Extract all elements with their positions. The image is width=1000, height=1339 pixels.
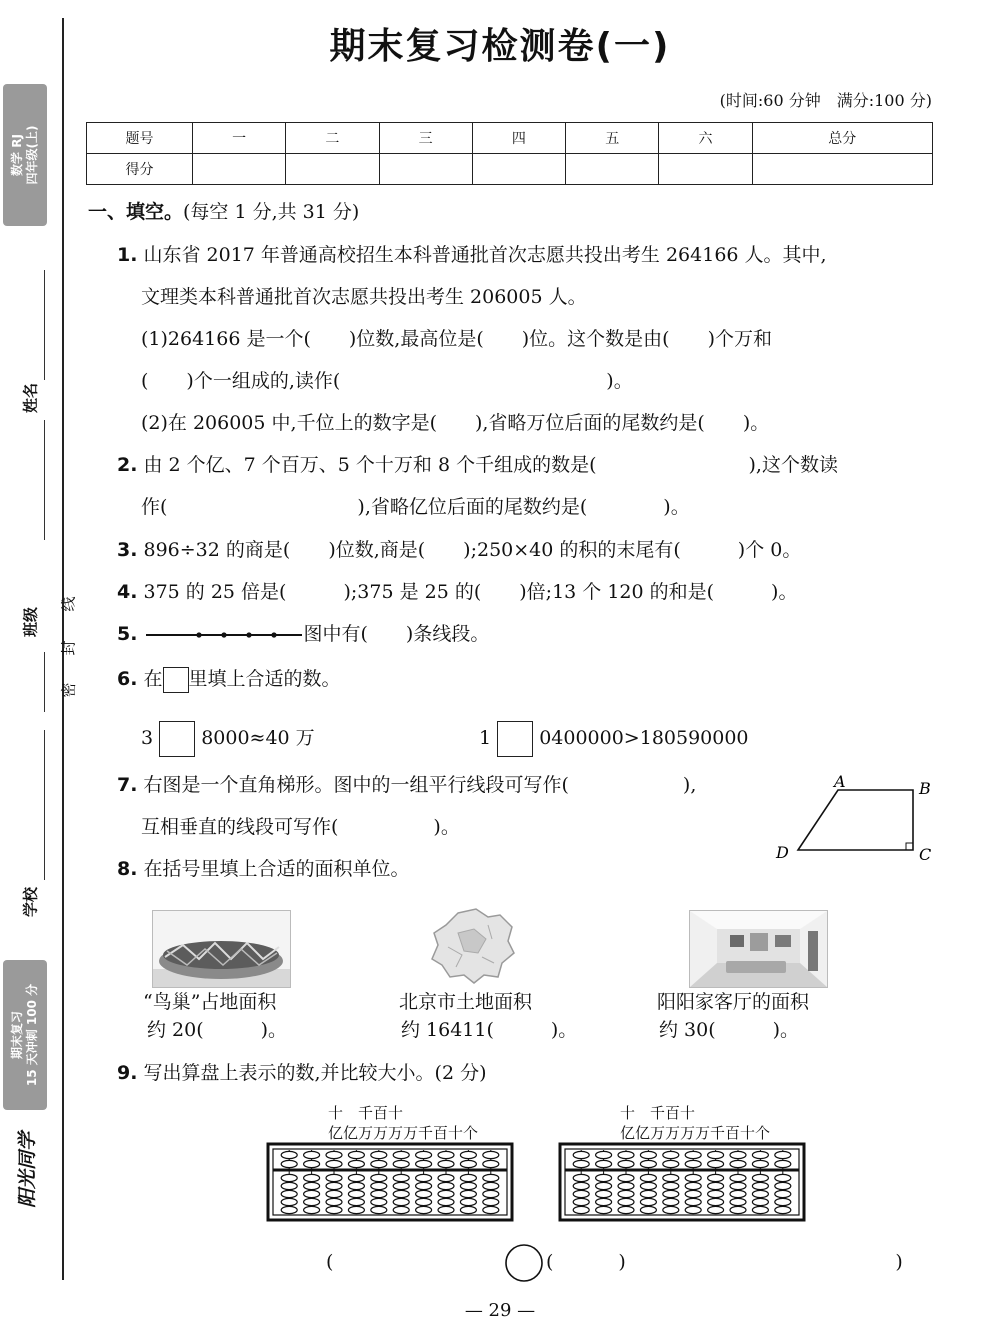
abacus-bead bbox=[483, 1151, 499, 1158]
class-write-line bbox=[44, 652, 45, 712]
abacus-bead bbox=[685, 1182, 701, 1189]
abacus-bead bbox=[752, 1182, 768, 1189]
digit-text: 3 bbox=[141, 727, 154, 749]
question-number: 7. bbox=[117, 774, 138, 796]
abacus-bead bbox=[326, 1190, 342, 1197]
name-write-line bbox=[44, 270, 45, 380]
abacus-bead bbox=[281, 1190, 297, 1197]
abacus-bead bbox=[775, 1190, 791, 1197]
question-6 bbox=[117, 667, 341, 693]
question-7-line2: 互相垂直的线段可写作( )。 bbox=[141, 816, 460, 838]
abacus-bead bbox=[775, 1182, 791, 1189]
area-item-answer: 约 20( )。 bbox=[147, 1019, 288, 1041]
question-1-sub1-line1: (1)264166 是一个( )位数,最高位是( )位。这个数是由( )个万和 bbox=[141, 328, 773, 350]
abacus-bead bbox=[775, 1151, 791, 1158]
abacus-bead bbox=[730, 1190, 746, 1197]
vertex-label-c: C bbox=[919, 845, 932, 864]
score-header-cell: 三 bbox=[379, 123, 472, 154]
abacus-right-top-label: 十 千百十 bbox=[620, 1104, 696, 1122]
abacus-bead bbox=[708, 1151, 724, 1158]
abacus-bead bbox=[730, 1182, 746, 1189]
review-tab-line1: 期末复习 bbox=[10, 1010, 24, 1060]
abacus-bead bbox=[460, 1190, 476, 1197]
trapezoid-figure bbox=[770, 770, 940, 870]
abacus-bead bbox=[730, 1198, 746, 1205]
abacus-bead bbox=[483, 1160, 499, 1167]
question-1-line2: 文理类本科普通批首次志愿共投出考生 206005 人。 bbox=[141, 286, 587, 308]
abacus-bead bbox=[663, 1198, 679, 1205]
score-header-cell: 总分 bbox=[752, 123, 932, 154]
area-item-label: 阳阳家客厅的面积 bbox=[657, 991, 810, 1013]
score-input-cell[interactable] bbox=[193, 154, 286, 185]
abacus-bead bbox=[685, 1198, 701, 1205]
abacus-bead bbox=[685, 1174, 701, 1181]
abacus-bead bbox=[304, 1174, 320, 1181]
review-tab-line2: 15 天冲刺 100 分 bbox=[25, 983, 39, 1087]
abacus-right-bottom-label: 亿亿万万万万千百十个 bbox=[620, 1124, 771, 1142]
abacus-bead bbox=[348, 1198, 364, 1205]
abacus-bead bbox=[708, 1174, 724, 1181]
field-label-name: 姓名 bbox=[21, 382, 40, 414]
abacus-bead bbox=[730, 1160, 746, 1167]
question-number: 5. bbox=[117, 623, 138, 645]
abacus-bead bbox=[483, 1190, 499, 1197]
abacus-bead bbox=[371, 1174, 387, 1181]
score-header-cell: 四 bbox=[472, 123, 565, 154]
area-item-label: “鸟巢”占地面积 bbox=[143, 991, 277, 1013]
abacus-bead bbox=[708, 1198, 724, 1205]
vertex-label-a: A bbox=[834, 772, 846, 791]
abacus-bead bbox=[438, 1206, 454, 1213]
abacus-bead bbox=[438, 1174, 454, 1181]
abacus-bead bbox=[416, 1198, 432, 1205]
score-header-cell: 二 bbox=[286, 123, 379, 154]
field-label-school: 学校 bbox=[21, 886, 40, 918]
abacus-bead bbox=[618, 1190, 634, 1197]
question-1-sub2: (2)在 206005 中,千位上的数字是( ),省略万位后面的尾数约是( )。 bbox=[141, 412, 770, 434]
abacus-bead bbox=[348, 1190, 364, 1197]
review-tab bbox=[3, 960, 47, 1110]
field-label-class: 班级 bbox=[21, 606, 40, 638]
abacus-bead bbox=[596, 1160, 612, 1167]
abacus-bead bbox=[393, 1151, 409, 1158]
abacus-bead bbox=[304, 1190, 320, 1197]
abacus-bead bbox=[640, 1174, 656, 1181]
abacus-bead bbox=[663, 1206, 679, 1213]
abacus-bead bbox=[708, 1182, 724, 1189]
abacus-answer-right: ( ) bbox=[546, 1251, 903, 1273]
score-input-cell[interactable] bbox=[286, 154, 379, 185]
section-title: 一、填空。 bbox=[88, 201, 184, 223]
answer-box-left[interactable] bbox=[159, 721, 195, 757]
abacus-bead bbox=[596, 1206, 612, 1213]
abacus-bead bbox=[640, 1206, 656, 1213]
question-6-right bbox=[479, 721, 749, 757]
abacus-bead bbox=[663, 1174, 679, 1181]
question-text: 0400000>180590000 bbox=[539, 727, 749, 749]
abacus-bead bbox=[483, 1182, 499, 1189]
digit-text: 1 bbox=[479, 727, 492, 749]
abacus-bead bbox=[640, 1198, 656, 1205]
question-number: 6. bbox=[117, 668, 138, 690]
abacus-bead bbox=[438, 1190, 454, 1197]
abacus-bead bbox=[663, 1182, 679, 1189]
abacus-bead bbox=[752, 1190, 768, 1197]
question-6-left bbox=[141, 721, 315, 757]
question-text: 山东省 2017 年普通高校招生本科普通批首次志愿共投出考生 264166 人。其中, bbox=[143, 244, 827, 266]
abacus-bead bbox=[371, 1182, 387, 1189]
abacus-bead bbox=[393, 1190, 409, 1197]
abacus-bead bbox=[326, 1206, 342, 1213]
abacus-bead bbox=[416, 1190, 432, 1197]
abacus-bead bbox=[304, 1198, 320, 1205]
abacus-bead bbox=[326, 1174, 342, 1181]
abacus-bead bbox=[438, 1160, 454, 1167]
brand-logo: 阳光同学 bbox=[16, 1131, 39, 1209]
abacus-bead bbox=[326, 1182, 342, 1189]
abacus-bead bbox=[730, 1151, 746, 1158]
area-item-answer: 约 30( )。 bbox=[659, 1019, 800, 1041]
birds-nest-stadium-image bbox=[152, 910, 291, 988]
score-input-cell[interactable] bbox=[752, 154, 932, 185]
area-item-living-room bbox=[657, 988, 809, 1044]
abacus-bead bbox=[460, 1151, 476, 1158]
abacus-right bbox=[558, 1142, 806, 1222]
section-note: (每空 1 分,共 31 分) bbox=[183, 201, 360, 223]
question-4 bbox=[117, 580, 797, 604]
time-info: (时间:60 分钟 满分:100 分) bbox=[719, 91, 932, 110]
abacus-bead bbox=[348, 1174, 364, 1181]
score-header-cell: 一 bbox=[193, 123, 286, 154]
abacus-bead bbox=[281, 1182, 297, 1189]
abacus-bead bbox=[775, 1174, 791, 1181]
abacus-bead bbox=[775, 1206, 791, 1213]
abacus-bead bbox=[438, 1151, 454, 1158]
abacus-bead bbox=[483, 1206, 499, 1213]
abacus-bead bbox=[685, 1151, 701, 1158]
abacus-bead bbox=[371, 1160, 387, 1167]
abacus-bead bbox=[304, 1151, 320, 1158]
abacus-bead bbox=[371, 1151, 387, 1158]
abacus-bead bbox=[640, 1160, 656, 1167]
abacus-bead bbox=[483, 1174, 499, 1181]
abacus-bead bbox=[371, 1206, 387, 1213]
abacus-bead bbox=[730, 1206, 746, 1213]
abacus-bead bbox=[663, 1190, 679, 1197]
abacus-bead bbox=[304, 1206, 320, 1213]
abacus-bead bbox=[775, 1198, 791, 1205]
abacus-bead bbox=[685, 1160, 701, 1167]
abacus-bead bbox=[348, 1160, 364, 1167]
abacus-bead bbox=[752, 1206, 768, 1213]
question-1-line1 bbox=[117, 243, 827, 267]
score-input-cell[interactable] bbox=[566, 154, 659, 185]
abacus-bead bbox=[618, 1160, 634, 1167]
score-header-cell: 题号 bbox=[87, 123, 193, 154]
abacus-bead bbox=[752, 1160, 768, 1167]
abacus-bead bbox=[573, 1190, 589, 1197]
answer-box-right[interactable] bbox=[497, 721, 533, 757]
abacus-bead bbox=[326, 1151, 342, 1158]
abacus-bead bbox=[393, 1198, 409, 1205]
abacus-bead bbox=[304, 1182, 320, 1189]
abacus-bead bbox=[281, 1151, 297, 1158]
abacus-bead bbox=[393, 1174, 409, 1181]
score-table bbox=[86, 122, 933, 185]
score-header-cell: 六 bbox=[659, 123, 752, 154]
abacus-bead bbox=[304, 1160, 320, 1167]
abacus-left-top-label: 十 千百十 bbox=[328, 1104, 404, 1122]
abacus-bead bbox=[573, 1174, 589, 1181]
area-item-birds-nest bbox=[143, 988, 287, 1044]
abacus-bead bbox=[483, 1198, 499, 1205]
question-1-sub1-line2: ( )个一组成的,读作( )。 bbox=[141, 370, 633, 392]
abacus-left bbox=[266, 1142, 514, 1222]
abacus-bead bbox=[438, 1198, 454, 1205]
question-number: 3. bbox=[117, 539, 138, 561]
question-7-line1 bbox=[117, 773, 696, 797]
abacus-bead bbox=[460, 1174, 476, 1181]
beijing-map-image bbox=[428, 905, 520, 985]
abacus-bead bbox=[775, 1160, 791, 1167]
abacus-left-bottom-label: 亿亿万万万万千百十个 bbox=[328, 1124, 479, 1142]
abacus-bead bbox=[348, 1182, 364, 1189]
abacus-bead bbox=[393, 1160, 409, 1167]
abacus-bead bbox=[416, 1151, 432, 1158]
question-2-line2: 作( ),省略亿位后面的尾数约是( )。 bbox=[141, 496, 690, 518]
abacus-bead bbox=[663, 1160, 679, 1167]
abacus-bead bbox=[281, 1206, 297, 1213]
question-text: 右图是一个直角梯形。图中的一组平行线段可写作( ), bbox=[143, 774, 697, 796]
page-number: — 29 — bbox=[464, 1300, 536, 1321]
name-write-line-2 bbox=[44, 420, 45, 540]
abacus-bead bbox=[371, 1190, 387, 1197]
page-title: 期末复习检测卷(一) bbox=[329, 26, 671, 67]
question-number: 1. bbox=[117, 244, 138, 266]
question-text: 8000≈40 万 bbox=[201, 727, 315, 749]
abacus-bead bbox=[326, 1160, 342, 1167]
subject-tab-line1: 数学 RJ bbox=[10, 134, 24, 176]
abacus-bead bbox=[460, 1198, 476, 1205]
abacus-bead bbox=[640, 1182, 656, 1189]
abacus-bead bbox=[326, 1198, 342, 1205]
abacus-bead bbox=[640, 1190, 656, 1197]
abacus-bead bbox=[281, 1198, 297, 1205]
abacus-answer-left: ( ) bbox=[326, 1251, 626, 1273]
abacus-bead bbox=[752, 1151, 768, 1158]
binding-margin bbox=[0, 0, 78, 1339]
abacus-bead bbox=[596, 1174, 612, 1181]
abacus-bead bbox=[618, 1182, 634, 1189]
abacus-bead bbox=[708, 1160, 724, 1167]
abacus-bead bbox=[708, 1190, 724, 1197]
subject-tab-line2: 四年级(上) bbox=[25, 125, 39, 185]
question-5 bbox=[117, 622, 489, 646]
abacus-bead bbox=[416, 1160, 432, 1167]
abacus-bead bbox=[596, 1151, 612, 1158]
abacus-bead bbox=[416, 1206, 432, 1213]
area-item-label: 北京市土地面积 bbox=[399, 991, 533, 1013]
living-room-image bbox=[689, 910, 828, 988]
abacus-bead bbox=[685, 1190, 701, 1197]
question-text: 896÷32 的商是( )位数,商是( );250×40 的积的末尾有( )个 0。 bbox=[143, 539, 802, 561]
question-text: 375 的 25 倍是( );375 是 25 的( )倍;13 个 120 的和是( )。 bbox=[143, 581, 798, 603]
question-8 bbox=[117, 857, 410, 881]
abacus-bead bbox=[393, 1206, 409, 1213]
review-tab-text bbox=[10, 984, 40, 1086]
vertex-label-b: B bbox=[919, 779, 931, 798]
question-text: 里填上合适的数。 bbox=[188, 668, 341, 690]
question-number: 9. bbox=[117, 1062, 138, 1084]
seal-word-line: 线 bbox=[59, 596, 78, 612]
score-row-label: 得分 bbox=[87, 154, 193, 185]
question-text: 由 2 个亿、7 个百万、5 个十万和 8 个千组成的数是( ),这个数读 bbox=[143, 454, 838, 476]
abacus-bead bbox=[460, 1160, 476, 1167]
abacus-bead bbox=[752, 1198, 768, 1205]
abacus-bead bbox=[596, 1190, 612, 1197]
question-2-line1 bbox=[117, 453, 838, 477]
seal-word-secret: 密 bbox=[59, 682, 78, 698]
abacus-bead bbox=[730, 1174, 746, 1181]
question-number: 4. bbox=[117, 581, 138, 603]
abacus-bead bbox=[281, 1160, 297, 1167]
abacus-bead bbox=[752, 1174, 768, 1181]
abacus-bead bbox=[460, 1206, 476, 1213]
abacus-bead bbox=[573, 1198, 589, 1205]
question-9 bbox=[117, 1061, 487, 1085]
abacus-bead bbox=[416, 1174, 432, 1181]
area-item-beijing bbox=[399, 988, 577, 1044]
abacus-bead bbox=[708, 1206, 724, 1213]
abacus-bead bbox=[281, 1174, 297, 1181]
question-number: 2. bbox=[117, 454, 138, 476]
answer-box bbox=[163, 667, 189, 693]
abacus-bead bbox=[348, 1206, 364, 1213]
score-input-cell[interactable] bbox=[472, 154, 565, 185]
question-text: 写出算盘上表示的数,并比较大小。(2 分) bbox=[143, 1062, 487, 1084]
score-table-score-row bbox=[87, 154, 933, 185]
score-table-header-row bbox=[87, 123, 933, 154]
abacus-bead bbox=[438, 1182, 454, 1189]
abacus-bead bbox=[348, 1151, 364, 1158]
vertex-label-d: D bbox=[776, 843, 789, 862]
abacus-bead bbox=[596, 1182, 612, 1189]
abacus-bead bbox=[573, 1206, 589, 1213]
section-heading bbox=[88, 200, 359, 224]
question-text: 在括号里填上合适的面积单位。 bbox=[143, 858, 410, 880]
abacus-bead bbox=[685, 1206, 701, 1213]
abacus-bead bbox=[371, 1198, 387, 1205]
score-input-cell[interactable] bbox=[379, 154, 472, 185]
question-number: 8. bbox=[117, 858, 138, 880]
score-input-cell[interactable] bbox=[659, 154, 752, 185]
subject-tab-text bbox=[10, 126, 40, 185]
subject-tab bbox=[3, 84, 47, 226]
question-3 bbox=[117, 538, 801, 562]
line-segment-figure bbox=[144, 625, 304, 645]
abacus-bead bbox=[573, 1160, 589, 1167]
abacus-bead bbox=[640, 1151, 656, 1158]
school-write-line bbox=[44, 730, 45, 880]
abacus-bead bbox=[460, 1182, 476, 1189]
abacus-bead bbox=[618, 1174, 634, 1181]
area-item-answer: 约 16411( )。 bbox=[401, 1019, 578, 1041]
abacus-bead bbox=[618, 1151, 634, 1158]
question-text: 在 bbox=[143, 668, 163, 690]
abacus-bead bbox=[573, 1151, 589, 1158]
compare-circle[interactable] bbox=[504, 1243, 544, 1283]
abacus-bead bbox=[393, 1182, 409, 1189]
question-text: 图中有( )条线段。 bbox=[303, 623, 490, 645]
abacus-bead bbox=[618, 1206, 634, 1213]
abacus-bead bbox=[663, 1151, 679, 1158]
seal-word-seal: 封 bbox=[59, 640, 78, 656]
score-header-cell: 五 bbox=[566, 123, 659, 154]
abacus-bead bbox=[618, 1198, 634, 1205]
abacus-bead bbox=[573, 1182, 589, 1189]
abacus-bead bbox=[416, 1182, 432, 1189]
abacus-bead bbox=[596, 1198, 612, 1205]
